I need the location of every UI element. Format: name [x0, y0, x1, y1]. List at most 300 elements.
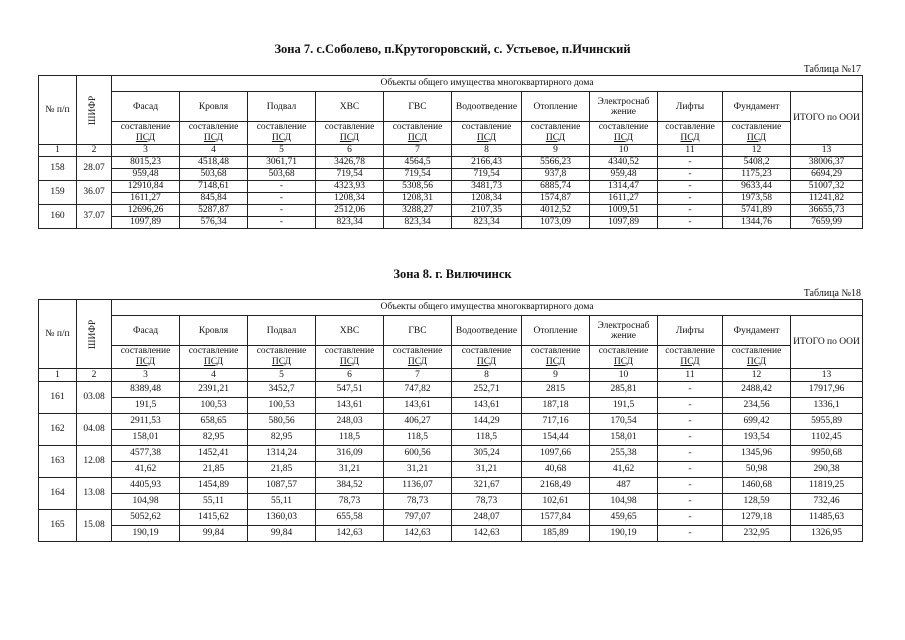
table-row [39, 494, 863, 510]
table-cell: - [658, 205, 723, 217]
header-sub-b: ПСД [339, 357, 360, 367]
column-number: 4 [180, 369, 248, 382]
column-number: 7 [384, 145, 452, 157]
table-cell: 8389,48 [112, 382, 180, 398]
table-cell: - [658, 398, 723, 414]
table-cell: - [658, 382, 723, 398]
table-cell: 143,61 [384, 398, 452, 414]
table-cell: 305,24 [452, 446, 522, 462]
table-cell: - [658, 169, 723, 181]
table-cell: 40,68 [522, 462, 590, 478]
table-cell: 4405,93 [112, 478, 180, 494]
table-cell: - [248, 193, 316, 205]
header-subcell [180, 122, 248, 145]
table-cell: 8015,23 [112, 157, 180, 169]
table-cell: 719,54 [452, 169, 522, 181]
table-cell: 100,53 [180, 398, 248, 414]
table-cell: 1415,62 [180, 510, 248, 526]
table-cell: 2512,06 [316, 205, 384, 217]
column-number: 8 [452, 145, 522, 157]
table-row [39, 510, 863, 526]
table-cell: 4340,52 [590, 157, 658, 169]
header-subcell [384, 346, 452, 369]
table-cell: 1208,34 [452, 193, 522, 205]
table-cell: 2391,21 [180, 382, 248, 398]
header-subcell [723, 346, 791, 369]
table-row [39, 414, 863, 430]
header-sub-a: составление [120, 122, 171, 132]
header-subcell [384, 122, 452, 145]
header-sub-a: составление [461, 122, 512, 132]
header-sub-b: ПСД [680, 357, 700, 367]
row-code: 04.08 [77, 414, 112, 446]
table-cell: 1973,58 [723, 193, 791, 205]
header-subcell [658, 122, 723, 145]
table-cell: 100,53 [248, 398, 316, 414]
row-code: 28.07 [77, 157, 112, 181]
table-cell: 1326,95 [791, 526, 863, 542]
table-cell: 78,73 [452, 494, 522, 510]
table-cell: 142,63 [452, 526, 522, 542]
header-subcell [112, 346, 180, 369]
header-sub-b: ПСД [545, 133, 566, 143]
header-group: Объекты общего имущества многоквартирного дома [112, 300, 863, 316]
table-cell: 252,71 [452, 382, 522, 398]
header-sub-a: составление [256, 346, 307, 356]
table-cell: 503,68 [248, 169, 316, 181]
row-code: 12.08 [77, 446, 112, 478]
column-number: 11 [658, 369, 723, 382]
row-number: 162 [39, 414, 77, 446]
header-subcell [452, 122, 522, 145]
table-cell: 1360,03 [248, 510, 316, 526]
header-column: Фасад [112, 92, 180, 122]
row-number: 165 [39, 510, 77, 542]
header-sub-a: составление [188, 122, 239, 132]
table-cell: 82,95 [180, 430, 248, 446]
table-cell: 655,58 [316, 510, 384, 526]
header-sub-b: ПСД [407, 357, 428, 367]
table-cell: 547,51 [316, 382, 384, 398]
table-cell: 142,63 [384, 526, 452, 542]
table-row [39, 462, 863, 478]
header-sub-a: составление [324, 122, 375, 132]
table-cell: 78,73 [316, 494, 384, 510]
column-number: 12 [723, 369, 791, 382]
row-code: 37.07 [77, 205, 112, 229]
header-column: Кровля [180, 316, 248, 346]
header-code-label: ШИФР [88, 95, 99, 125]
table-cell: 1574,87 [522, 193, 590, 205]
table-cell: - [248, 205, 316, 217]
column-number: 13 [791, 369, 863, 382]
table-cell: 1136,07 [384, 478, 452, 494]
header-sub-b: ПСД [476, 357, 497, 367]
table-cell: 1577,84 [522, 510, 590, 526]
table-cell: 2488,42 [723, 382, 791, 398]
table-cell: 38006,37 [791, 157, 863, 169]
header-column: Фундамент [723, 92, 791, 122]
table-cell: 12910,84 [112, 181, 180, 193]
table-cell: 600,56 [384, 446, 452, 462]
table-cell: 459,65 [590, 510, 658, 526]
table-cell: 36655,73 [791, 205, 863, 217]
header-code [77, 76, 112, 145]
column-number-row [39, 369, 863, 382]
header-subcell [452, 346, 522, 369]
column-number: 2 [77, 145, 112, 157]
table-cell: 143,61 [452, 398, 522, 414]
header-sub-b: ПСД [203, 133, 224, 143]
header-sub-a: составление [731, 122, 782, 132]
column-number-row [39, 145, 863, 157]
column-number: 7 [384, 369, 452, 382]
header-column: ГВС [384, 92, 452, 122]
table-cell: 143,61 [316, 398, 384, 414]
table-cell: 717,16 [522, 414, 590, 430]
header-column: Водоотведение [452, 316, 522, 346]
table-cell: - [658, 494, 723, 510]
header-sub-b: ПСД [271, 357, 292, 367]
table-cell: - [658, 181, 723, 193]
table-row [39, 157, 863, 169]
column-number: 6 [316, 369, 384, 382]
table-cell: - [248, 181, 316, 193]
header-group: Объекты общего имущества многоквартирного дома [112, 76, 863, 92]
header-subcell [316, 122, 384, 145]
column-number: 2 [77, 369, 112, 382]
header-sub-b: ПСД [407, 133, 428, 143]
table-cell: - [658, 478, 723, 494]
header-subcell [316, 346, 384, 369]
table-cell: 1097,89 [112, 217, 180, 229]
header-subcell [112, 122, 180, 145]
table-cell: 5566,23 [522, 157, 590, 169]
table-cell: 5408,2 [723, 157, 791, 169]
table-cell: 5955,89 [791, 414, 863, 430]
table-cell: 190,19 [590, 526, 658, 542]
table-cell: 1073,09 [522, 217, 590, 229]
table-cell: 118,5 [452, 430, 522, 446]
header-row-sub [39, 346, 863, 369]
table-cell: 503,68 [180, 169, 248, 181]
table-cell: 1087,57 [248, 478, 316, 494]
table-cell: 580,56 [248, 414, 316, 430]
table-cell: 21,85 [180, 462, 248, 478]
header-num: № п/п [39, 300, 77, 369]
table-cell: 11241,82 [791, 193, 863, 205]
header-column: Фундамент [723, 316, 791, 346]
table-cell: 128,59 [723, 494, 791, 510]
table-cell: 1611,27 [590, 193, 658, 205]
column-number: 13 [791, 145, 863, 157]
table-cell: 2168,49 [522, 478, 590, 494]
table-cell: 51007,32 [791, 181, 863, 193]
header-subcell [180, 346, 248, 369]
column-number: 1 [39, 145, 77, 157]
header-sub-a: составление [598, 122, 649, 132]
header-code-label: ШИФР [88, 319, 99, 349]
header-sub-b: ПСД [476, 133, 497, 143]
header-subcell [590, 346, 658, 369]
row-code: 36.07 [77, 181, 112, 205]
table-cell: 2166,43 [452, 157, 522, 169]
row-code: 15.08 [77, 510, 112, 542]
header-sub-b: ПСД [135, 133, 156, 143]
table-cell: 78,73 [384, 494, 452, 510]
table-cell: 4577,38 [112, 446, 180, 462]
table-cell: 316,09 [316, 446, 384, 462]
header-subcell [522, 122, 590, 145]
table-cell: 1611,27 [112, 193, 180, 205]
header-column: Кровля [180, 92, 248, 122]
header-column: Электроснаб жение [590, 92, 658, 122]
table-cell: 187,18 [522, 398, 590, 414]
header-sub-a: составление [392, 346, 443, 356]
header-column: ГВС [384, 316, 452, 346]
column-number: 11 [658, 145, 723, 157]
column-number: 10 [590, 369, 658, 382]
table-cell: 144,29 [452, 414, 522, 430]
table-cell: - [248, 217, 316, 229]
table-cell: 5052,62 [112, 510, 180, 526]
table-cell: 41,62 [112, 462, 180, 478]
header-subcell [590, 122, 658, 145]
row-code: 03.08 [77, 382, 112, 414]
header-sub-a: составление [731, 346, 782, 356]
header-sub-b: ПСД [545, 357, 566, 367]
header-column: Фасад [112, 316, 180, 346]
table-cell: 154,44 [522, 430, 590, 446]
table-cell: 3426,78 [316, 157, 384, 169]
table-cell: 11485,63 [791, 510, 863, 526]
table-cell: 3061,71 [248, 157, 316, 169]
row-number: 163 [39, 446, 77, 478]
table-cell: 7659,99 [791, 217, 863, 229]
table-cell: 3288,27 [384, 205, 452, 217]
table-cell: 732,46 [791, 494, 863, 510]
table-cell: 191,5 [112, 398, 180, 414]
table-cell: 2911,53 [112, 414, 180, 430]
column-number: 9 [522, 369, 590, 382]
header-sub-a: составление [120, 346, 171, 356]
table-cell: 1102,45 [791, 430, 863, 446]
table-cell: 190,19 [112, 526, 180, 542]
header-sub-a: составление [324, 346, 375, 356]
header-sub-b: ПСД [746, 357, 767, 367]
header-column: Подвал [248, 92, 316, 122]
table-cell: 7148,61 [180, 181, 248, 193]
column-number: 12 [723, 145, 791, 157]
table-cell: 321,67 [452, 478, 522, 494]
table-cell: 248,07 [452, 510, 522, 526]
table-cell: 50,98 [723, 462, 791, 478]
header-sub-b: ПСД [680, 133, 700, 143]
table-cell: 719,54 [384, 169, 452, 181]
table-cell: 99,84 [248, 526, 316, 542]
table-cell: 406,27 [384, 414, 452, 430]
header-sub-b: ПСД [203, 357, 224, 367]
table-cell: 170,54 [590, 414, 658, 430]
table-row [39, 205, 863, 217]
table-cell: 17917,96 [791, 382, 863, 398]
table-cell: 823,34 [452, 217, 522, 229]
table-cell: 1279,18 [723, 510, 791, 526]
table-cell: 102,61 [522, 494, 590, 510]
table-cell: 118,5 [316, 430, 384, 446]
table-cell: 55,11 [248, 494, 316, 510]
data-table [38, 75, 863, 229]
table-cell: 384,52 [316, 478, 384, 494]
table-cell: 6694,29 [791, 169, 863, 181]
header-subcell [522, 346, 590, 369]
row-number: 158 [39, 157, 77, 181]
table-number-label: Таблица №18 [803, 288, 861, 299]
header-sub-a: составление [188, 346, 239, 356]
table-cell: 719,54 [316, 169, 384, 181]
table-cell: 823,34 [384, 217, 452, 229]
table-cell: - [658, 217, 723, 229]
header-row-columns [39, 92, 863, 122]
header-sub-a: составление [256, 122, 307, 132]
header-column: ХВС [316, 316, 384, 346]
table-cell: 1097,66 [522, 446, 590, 462]
column-number: 5 [248, 369, 316, 382]
header-column: Отопление [522, 92, 590, 122]
header-sub-b: ПСД [339, 133, 360, 143]
table-cell: 55,11 [180, 494, 248, 510]
header-subcell [248, 346, 316, 369]
table-cell: 234,56 [723, 398, 791, 414]
header-sub-a: составление [530, 346, 581, 356]
header-column: ХВС [316, 92, 384, 122]
table-cell: - [658, 430, 723, 446]
table-cell: 4323,93 [316, 181, 384, 193]
header-column: Подвал [248, 316, 316, 346]
table-cell: 4012,52 [522, 205, 590, 217]
table-cell: 747,82 [384, 382, 452, 398]
table-row [39, 398, 863, 414]
header-sub-a: составление [665, 346, 715, 356]
table-row [39, 430, 863, 446]
header-total: ИТОГО по ООИ [791, 316, 863, 369]
table-cell: 6885,74 [522, 181, 590, 193]
header-sub-a: составление [665, 122, 715, 132]
table-cell: 959,48 [590, 169, 658, 181]
table-cell: 1097,89 [590, 217, 658, 229]
table-cell: 1345,96 [723, 446, 791, 462]
table-cell: - [658, 414, 723, 430]
header-column: Лифты [658, 316, 723, 346]
table-cell: 104,98 [112, 494, 180, 510]
table-cell: 285,81 [590, 382, 658, 398]
table-cell: 99,84 [180, 526, 248, 542]
table-cell: 104,98 [590, 494, 658, 510]
table-cell: 248,03 [316, 414, 384, 430]
table-row [39, 478, 863, 494]
header-sub-a: составление [530, 122, 581, 132]
column-number: 3 [112, 369, 180, 382]
table-cell: 193,54 [723, 430, 791, 446]
table-cell: 959,48 [112, 169, 180, 181]
table-cell: 31,21 [316, 462, 384, 478]
table-cell: 3452,7 [248, 382, 316, 398]
table-cell: 12696,26 [112, 205, 180, 217]
table-cell: - [658, 157, 723, 169]
table-cell: 487 [590, 478, 658, 494]
table-cell: 255,38 [590, 446, 658, 462]
table-row [39, 526, 863, 542]
header-column: Лифты [658, 92, 723, 122]
header-total: ИТОГО по ООИ [791, 92, 863, 145]
table-cell: 823,34 [316, 217, 384, 229]
table-cell: 576,34 [180, 217, 248, 229]
table-cell: 191,5 [590, 398, 658, 414]
table-cell: 290,38 [791, 462, 863, 478]
table-cell: 2815 [522, 382, 590, 398]
header-sub-b: ПСД [613, 357, 634, 367]
header-row-group [39, 300, 863, 316]
column-number: 10 [590, 145, 658, 157]
header-subcell [658, 346, 723, 369]
table-cell: - [658, 526, 723, 542]
row-number: 160 [39, 205, 77, 229]
header-row-columns [39, 316, 863, 346]
table-cell: 82,95 [248, 430, 316, 446]
table-cell: 9950,68 [791, 446, 863, 462]
table-cell: 797,07 [384, 510, 452, 526]
table-row [39, 446, 863, 462]
table-cell: 1452,41 [180, 446, 248, 462]
table-cell: 5308,56 [384, 181, 452, 193]
table-cell: 3481,73 [452, 181, 522, 193]
table-row [39, 217, 863, 229]
zone-title: Зона 7. с.Соболево, п.Крутогоровский, с. Устьевое, п.Ичинский [274, 42, 631, 56]
header-sub-a: составление [598, 346, 649, 356]
column-number: 8 [452, 369, 522, 382]
table-cell: 21,85 [248, 462, 316, 478]
table-cell: 11819,25 [791, 478, 863, 494]
table-cell: 185,89 [522, 526, 590, 542]
row-number: 161 [39, 382, 77, 414]
table-cell: 1454,89 [180, 478, 248, 494]
table-number-label: Таблица №17 [803, 64, 861, 75]
table-cell: 1208,34 [316, 193, 384, 205]
table-row [39, 181, 863, 193]
column-number: 1 [39, 369, 77, 382]
table-cell: 1460,68 [723, 478, 791, 494]
header-sub-b: ПСД [271, 133, 292, 143]
table-cell: - [658, 193, 723, 205]
table-cell: 699,42 [723, 414, 791, 430]
header-sub-b: ПСД [613, 133, 634, 143]
table-cell: 937,8 [522, 169, 590, 181]
table-cell: 2107,35 [452, 205, 522, 217]
table-cell: - [658, 462, 723, 478]
row-number: 159 [39, 181, 77, 205]
header-subcell [248, 122, 316, 145]
header-column: Водоотведение [452, 92, 522, 122]
zone-title: Зона 8. г. Вилючинск [393, 267, 512, 281]
header-num: № п/п [39, 76, 77, 145]
header-row-sub [39, 122, 863, 145]
table-row [39, 382, 863, 398]
header-subcell [723, 122, 791, 145]
header-row-group [39, 76, 863, 92]
table-cell: - [658, 510, 723, 526]
table-cell: 1344,76 [723, 217, 791, 229]
column-number: 4 [180, 145, 248, 157]
